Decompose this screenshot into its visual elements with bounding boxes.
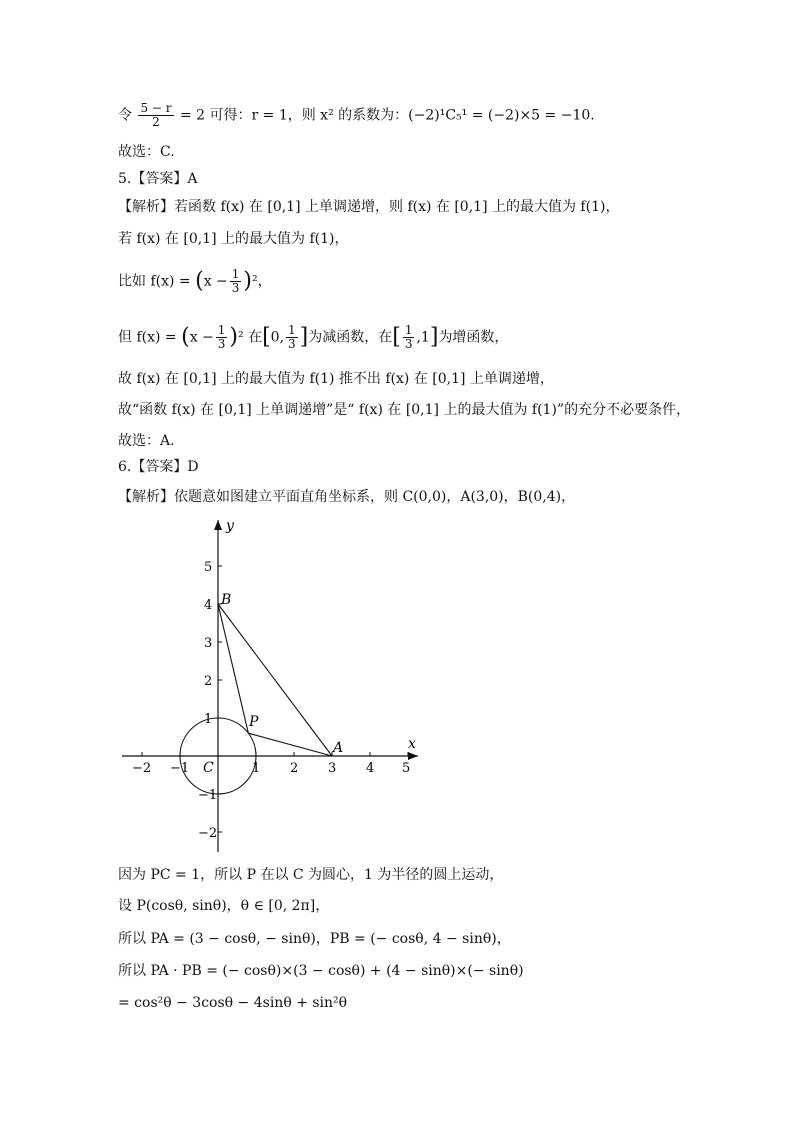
- line-7: 但 f(x) = (x − $\frac{1}{3}$ )² 在[0, $\frac{1}{3}$ ]为减函数，在[ $\frac{1}{3}$ ,1]为增函数，: [118, 323, 509, 351]
- line-6: 比如 f(x) = (x − $\frac{1}{3}$ )²，: [118, 267, 272, 295]
- x-tick-label: 2: [290, 761, 299, 776]
- y-axis-label: y: [226, 518, 234, 534]
- coordinate-figure: [110, 512, 430, 857]
- line-15: 所以 PA = (3 − cosθ, − sinθ)，PB = (− cosθ, 4 − sinθ)，: [118, 931, 511, 947]
- x-tick-label: 3: [328, 761, 337, 776]
- x-axis-label: x: [408, 736, 416, 752]
- x-tick-label: 1: [252, 761, 261, 776]
- line-14: 设 P(cosθ, sinθ)，θ ∈ [0, 2π]，: [118, 898, 330, 914]
- line-5: 若 f(x) 在 [0,1] 上的最大值为 f(1)，: [118, 231, 349, 247]
- segment-BA: [218, 604, 332, 756]
- point-label-B: B: [221, 592, 232, 608]
- y-tick-label: 3: [204, 636, 213, 651]
- answer-5-heading: 5.【答案】A: [118, 171, 198, 187]
- line-13: 因为 PC = 1，所以 P 在以 C 为圆心，1 为半径的圆上运动，: [118, 867, 504, 883]
- y-tick-label: 4: [204, 598, 213, 613]
- segment-PA: [248, 733, 332, 756]
- x-tick-label: 4: [366, 761, 375, 776]
- point-label-C: C: [203, 760, 214, 776]
- point-label-P: P: [249, 714, 259, 730]
- point-label-A: A: [333, 740, 344, 756]
- x-tick-label: 5: [402, 761, 411, 776]
- x-tick-label: −1: [170, 761, 190, 776]
- line-4: 【解析】若函数 f(x) 在 [0,1] 上单调递增，则 f(x) 在 [0,1] 上的最大值为 f(1)，: [118, 199, 620, 215]
- line-9: 故“函数 f(x) 在 [0,1] 上单调递增”是“ f(x) 在 [0,1] 上的最大值为 f(1)”的充分不必要条件，: [118, 402, 691, 418]
- line-8: 故 f(x) 在 [0,1] 上的最大值为 f(1) 推不出 f(x) 在 [0,1] 上单调递增，: [118, 371, 554, 387]
- x-axis-arrow: [408, 752, 418, 760]
- line-1: 令 $\frac{5 - r}{2}$ = 2 可得：r = 1，则 x² 的系数为：(−2)¹C₅¹ = (−2)×5 = −10.: [118, 101, 595, 129]
- y-tick-label: 5: [204, 560, 213, 575]
- answer-6-heading: 6.【答案】D: [118, 459, 199, 475]
- y-tick-label: −2: [198, 826, 218, 841]
- line-10: 故选：A.: [118, 433, 175, 449]
- y-tick-label: 2: [204, 674, 213, 689]
- y-tick-label: −1: [198, 788, 218, 803]
- fraction: $\frac{5 - r}{2}$: [140, 101, 172, 129]
- y-axis-arrow: [214, 520, 222, 530]
- y-tick-label: 1: [204, 712, 213, 727]
- line-16: 所以 PA · PB = (− cosθ)×(3 − cosθ) + (4 − sinθ)×(− sinθ): [118, 963, 524, 979]
- line-2: 故选：C.: [118, 144, 175, 160]
- line-17: = cos²θ − 3cosθ − 4sinθ + sin²θ: [118, 995, 348, 1011]
- x-tick-label: −2: [132, 761, 152, 776]
- line-12: 【解析】依题意如图建立平面直角坐标系，则 C(0,0)，A(3,0)，B(0,4)，: [118, 489, 576, 505]
